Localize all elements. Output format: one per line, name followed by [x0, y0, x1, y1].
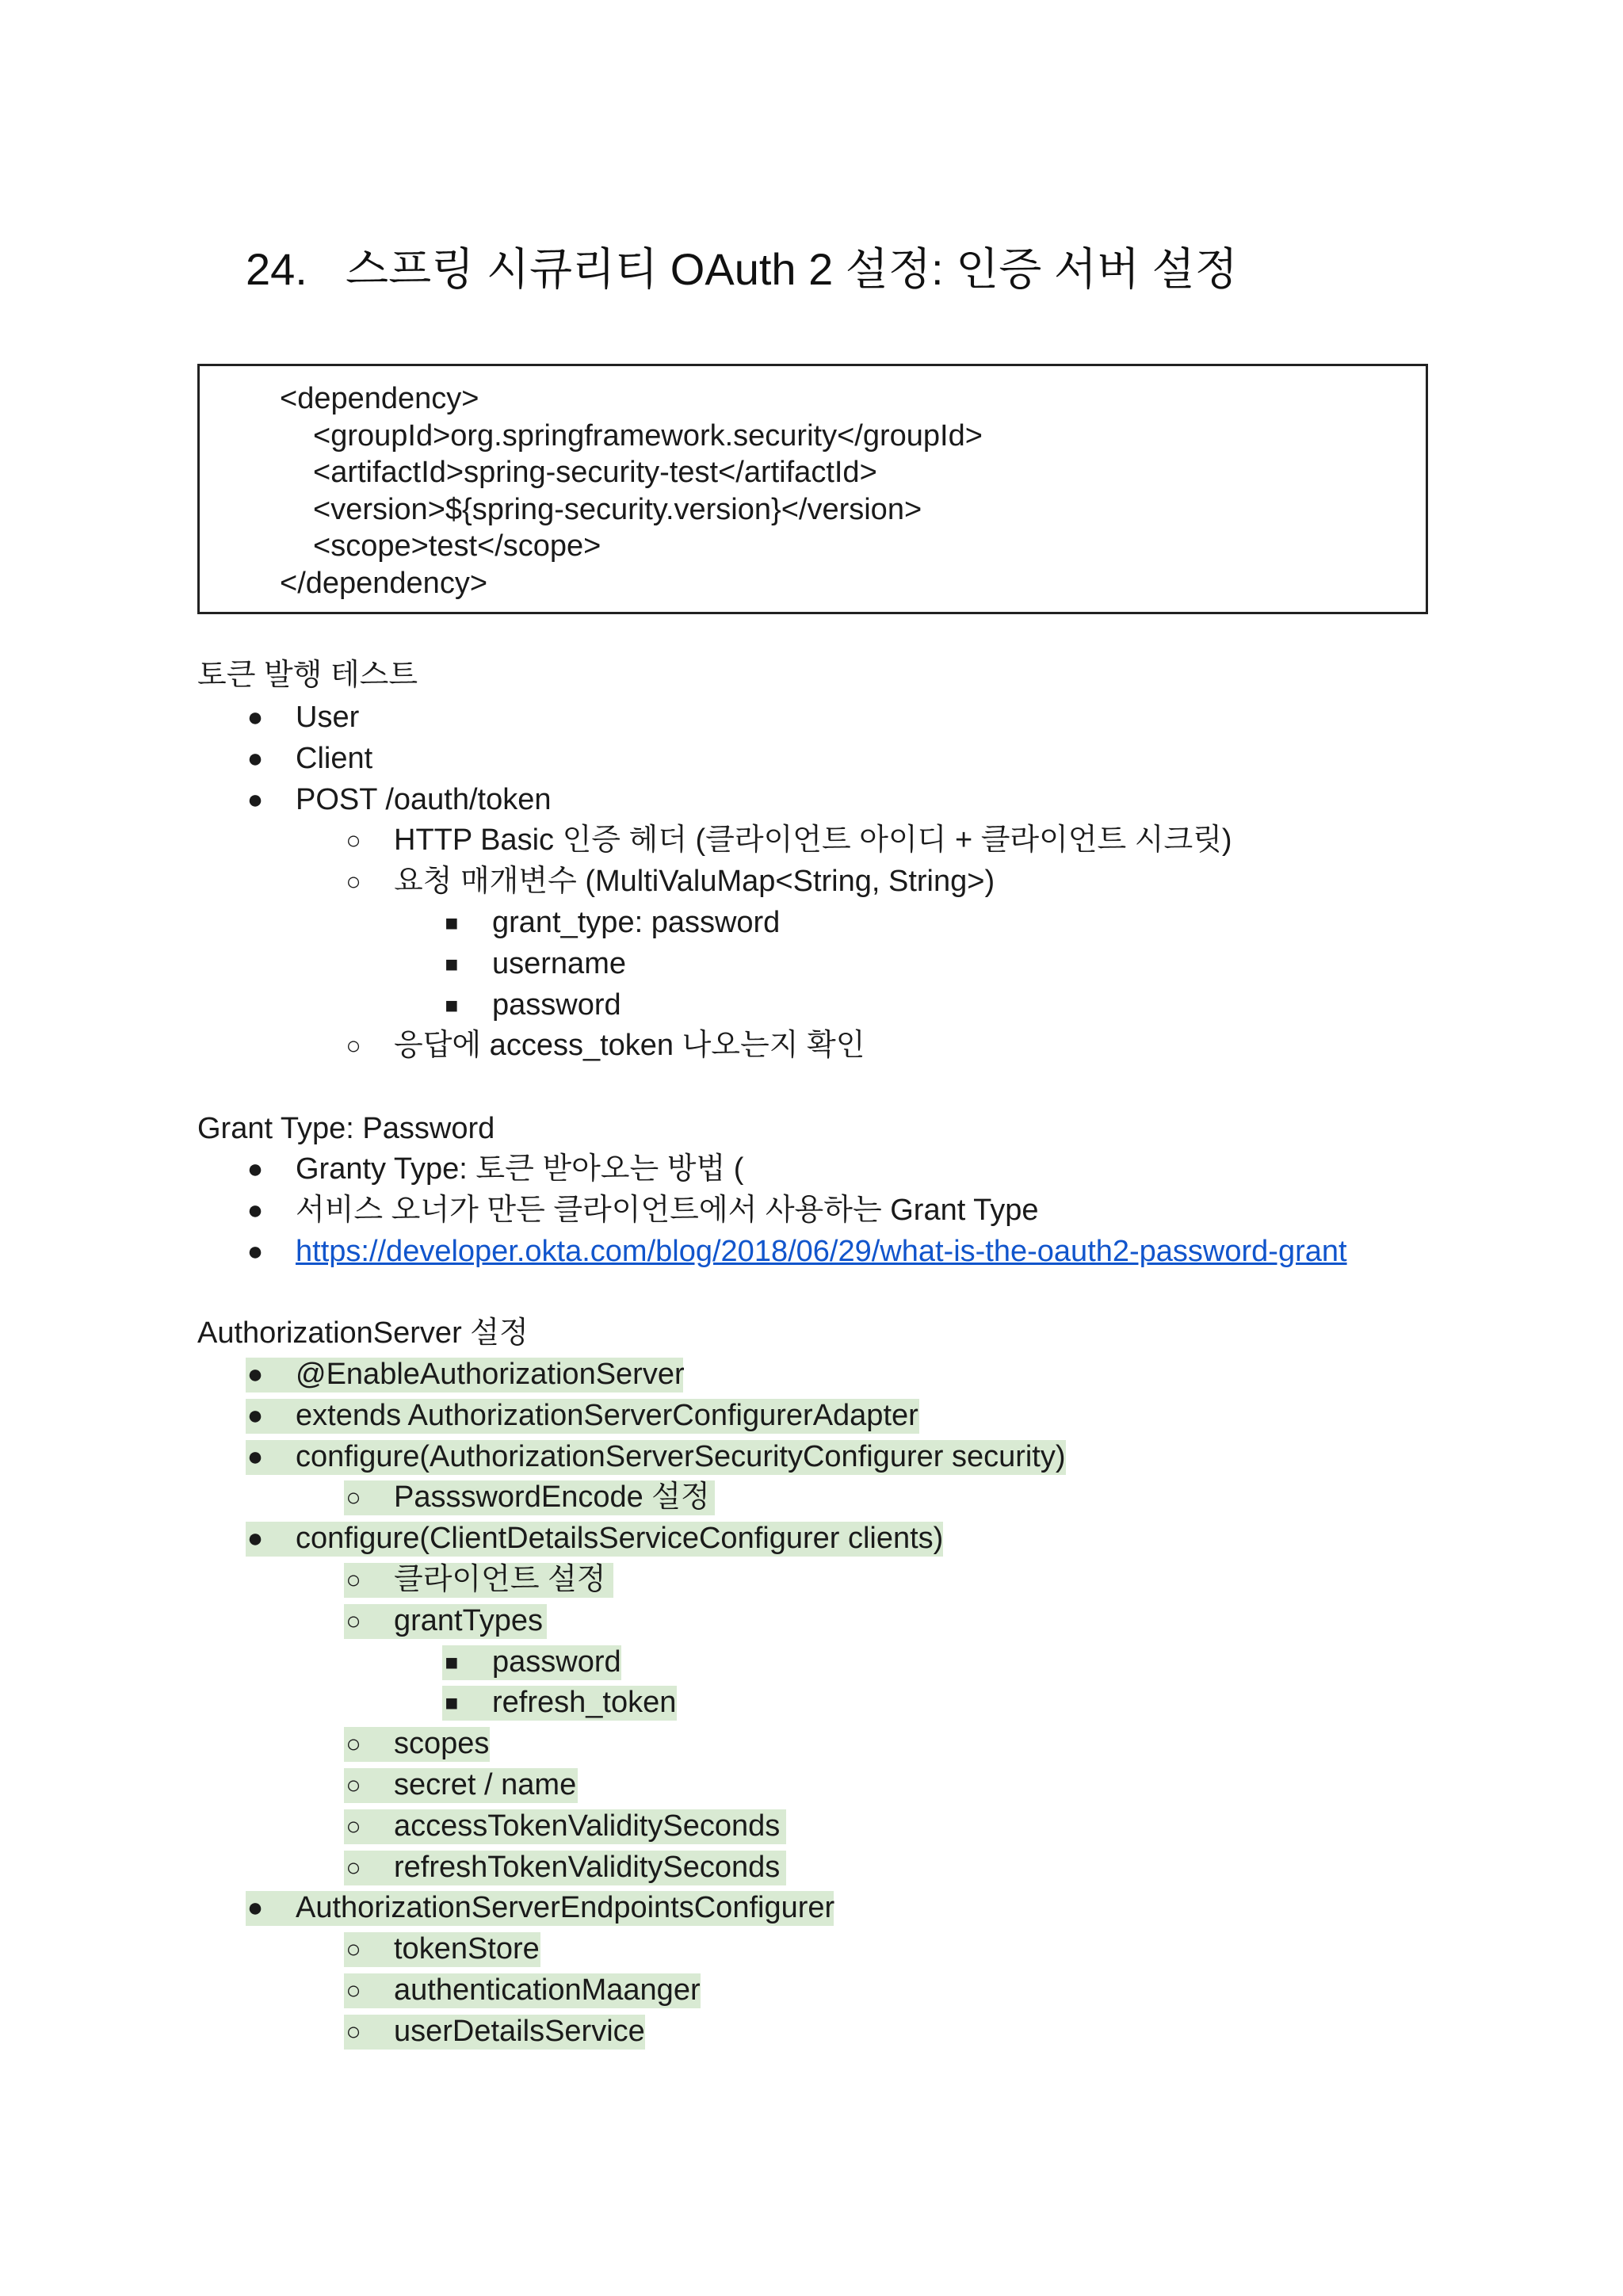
circle-bullet-icon: ○: [346, 1852, 361, 1881]
bullet-icon: ●: [246, 1236, 264, 1266]
bullet-icon: ●: [246, 1194, 264, 1225]
bullet-icon: ●: [246, 1400, 264, 1431]
circle-bullet-icon: ○: [346, 1729, 361, 1759]
bullet-icon: ●: [246, 1523, 264, 1554]
square-bullet-icon: ■: [445, 910, 459, 935]
square-bullet-icon: ■: [445, 1649, 459, 1675]
bullet-icon: ●: [246, 743, 264, 774]
circle-bullet-icon: ○: [346, 1031, 361, 1060]
document-page: 24. 스프링 시큐리티 OAuth 2 설정: 인증 서버 설정 <dependency> <groupId>org.springframework.security</groupId> <artifactId>spring-security-test</artifactId> <version>${spring-security.version}</version> <scope>test</scope> </dependency> 토큰 발행 테스트 ● User ● Client ● POST /oauth/token ○ HTTP Basic 인증 헤더 (클라이언트 아이디 + 클라이언트 시크릿) ○ 요청 매개변수 (MultiValuMap<String, String>) ■ grant_type: password ■ username ■ password ○ 응답에 access_token 나오는지 확인 Grant Type: Password ● Granty Type: 토큰 받아오는 방법 ( ● 서비스 오너가 만든 클라이언트에서 사용하는 Grant Type ● https://developer.okta.com/blog/2018/06/29/what-is-the-oauth2-password-grant AuthorizationServer 설정 ● @EnableAuthorizationServer ● extends AuthorizationServerConfigurerAdapter ● configure(AuthorizationServerSecurityConfigurer security) ○ PassswordEncode 설정 ● configure(ClientDetailsServiceConfigurer clients) ○ 클라이언트 설정 ○ grantTypes ■ password ■ refresh_token ○ scopes ○ secret / name ○ accessTokenValiditySeconds ○ refreshTokenValiditySeconds ● AuthorizationServerEndpointsConfigurer ○ tokenStore ○ authenticationMaanger ○ userDetailsService: [0, 0, 1623, 2296]
section-heading-grant-type: Grant Type: Password: [197, 1112, 495, 1145]
bullet-icon: ●: [246, 784, 264, 815]
square-bullet-icon: ■: [445, 992, 459, 1018]
circle-bullet-icon: ○: [346, 2016, 361, 2046]
circle-bullet-icon: ○: [346, 826, 361, 855]
section-heading-authorization-server: AuthorizationServer 설정: [197, 1316, 529, 1350]
circle-bullet-icon: ○: [346, 1606, 361, 1635]
bullet-icon: ●: [246, 1893, 264, 1924]
code-block: [197, 364, 1428, 614]
circle-bullet-icon: ○: [346, 1564, 361, 1594]
title-text: 스프링 시큐리티 OAuth 2 설정: 인증 서버 설정: [346, 244, 1238, 294]
circle-bullet-icon: ○: [346, 867, 361, 896]
code-line: <scope>test</scope>: [313, 529, 601, 563]
bullet-icon: ●: [246, 1154, 264, 1184]
code-line: <artifactId>spring-security-test</artifactId>: [313, 456, 877, 489]
code-line: <groupId>org.springframework.security</groupId>: [313, 418, 983, 453]
square-bullet-icon: ■: [445, 951, 459, 976]
circle-bullet-icon: ○: [346, 1811, 361, 1840]
circle-bullet-icon: ○: [346, 1975, 361, 2004]
bullet-icon: ●: [246, 702, 264, 732]
page-title: [246, 238, 1238, 301]
code-line: <version>${spring-security.version}</version>: [313, 492, 922, 526]
bullet-icon: ●: [246, 1441, 264, 1472]
code-line: <dependency>: [280, 382, 479, 415]
circle-bullet-icon: ○: [346, 1483, 361, 1512]
section-heading-token-test: 토큰 발행 테스트: [197, 659, 418, 692]
square-bullet-icon: ■: [445, 1690, 459, 1716]
okta-link[interactable]: https://developer.okta.com/blog/2018/06/29/what-is-the-oauth2-password-grant: [296, 1234, 1347, 1268]
circle-bullet-icon: ○: [346, 1935, 361, 1964]
bullet-icon: ●: [246, 1359, 264, 1389]
code-line: </dependency>: [280, 566, 488, 600]
title-number: 24.: [246, 244, 307, 294]
circle-bullet-icon: ○: [346, 1770, 361, 1799]
